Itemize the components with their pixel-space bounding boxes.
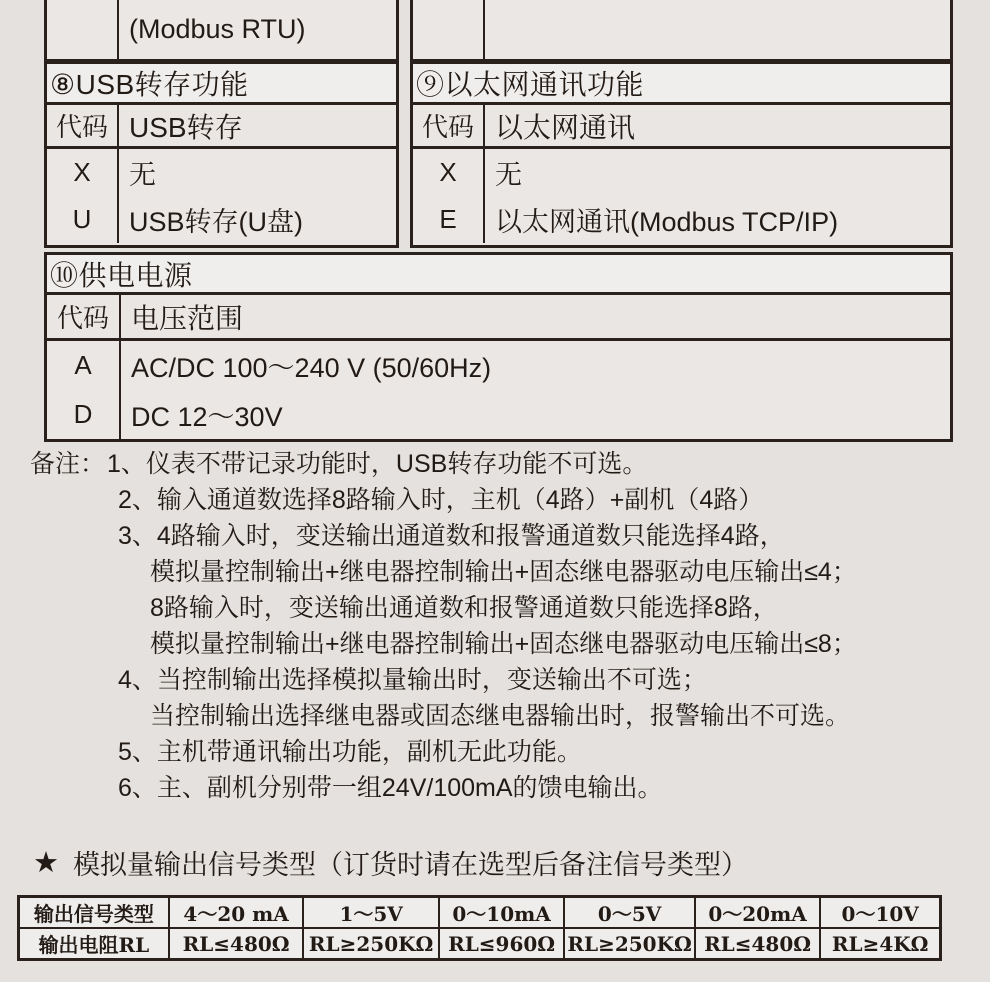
section-title: ⑩供电电源	[47, 255, 950, 292]
code-cell: X	[413, 149, 485, 196]
signal-type-row	[19, 897, 941, 929]
table-row-partial	[47, 0, 396, 64]
table-row	[47, 390, 950, 439]
code-cell: U	[47, 196, 119, 243]
resistance-cell: RL≤480Ω	[695, 928, 821, 960]
notes	[30, 446, 970, 806]
desc-header-cell: 以太网通讯	[495, 111, 636, 143]
code-header-cell: 代码	[47, 295, 121, 338]
usb-section-table	[44, 0, 399, 248]
table-row	[413, 196, 950, 243]
section-header-row	[47, 64, 396, 105]
desc-cell: USB转存(U盘)	[129, 207, 303, 237]
desc-cell: DC 12～30V	[131, 402, 283, 432]
resistance-cell: RL≥250KΩ	[303, 928, 438, 960]
desc-cell: 以太网通讯(Modbus TCP/IP)	[495, 207, 839, 237]
desc-cell: (Modbus RTU)	[129, 14, 306, 44]
code-cell: E	[413, 196, 485, 243]
column-header-row	[47, 295, 950, 341]
resistance-cell: RL≤480Ω	[169, 928, 304, 960]
output-signal-table	[17, 895, 942, 961]
code-cell: D	[47, 390, 121, 439]
note-line: 8路输入时，变送输出通道数和报警通道数只能选择8路，	[150, 594, 778, 622]
desc-cell: AC/DC 100～240 V (50/60Hz)	[131, 353, 492, 383]
note-line: 4、当控制输出选择模拟量输出时，变送输出不可选；	[118, 666, 707, 694]
desc-header-cell: USB转存	[129, 111, 243, 143]
section-header-row	[413, 64, 950, 105]
note-line: 2、输入通道数选择8路输入时，主机（4路）+副机（4路）	[118, 486, 764, 514]
signal-type-cell: 0～10mA	[439, 897, 565, 929]
resistance-row	[19, 928, 941, 960]
notes-label: 备注：	[30, 450, 106, 478]
analog-output-heading	[33, 843, 748, 882]
resistance-cell: RL≥250KΩ	[564, 928, 694, 960]
code-header-cell: 代码	[47, 105, 119, 146]
resistance-cell: RL≤960Ω	[439, 928, 565, 960]
note-line: 3、4路输入时，变送输出通道数和报警通道数只能选择4路，	[118, 522, 785, 550]
power-section-table	[44, 252, 953, 442]
signal-type-cell: 1～5V	[303, 897, 438, 929]
table-row	[47, 149, 396, 196]
ethernet-section-table	[410, 0, 953, 248]
section-title: ⑨以太网通讯功能	[413, 64, 950, 102]
note-text: 1、仪表不带记录功能时，USB转存功能不可选。	[107, 450, 648, 478]
code-cell: A	[47, 341, 121, 390]
code-cell: X	[47, 149, 119, 196]
star-icon: ★	[33, 847, 59, 879]
table-row	[413, 149, 950, 196]
signal-type-label: 输出信号类型	[19, 897, 169, 929]
signal-type-cell: 0～20mA	[695, 897, 821, 929]
resistance-cell: RL≥4KΩ	[820, 928, 940, 960]
resistance-label: 输出电阻RL	[19, 928, 169, 960]
section-title: ⑧USB转存功能	[47, 64, 396, 102]
desc-cell: 无	[129, 160, 156, 190]
note-line: 模拟量控制输出+继电器控制输出+固态继电器驱动电压输出≤8；	[150, 630, 857, 658]
code-cell	[47, 0, 119, 59]
note-line: 5、主机带通讯输出功能，副机无此功能。	[118, 738, 582, 766]
section-header-row	[47, 255, 950, 295]
desc-header-cell: 电压范围	[131, 302, 244, 334]
column-header-row	[47, 105, 396, 149]
analog-output-heading-text: 模拟量输出信号类型（订货时请在选型后备注信号类型）	[73, 850, 748, 880]
signal-type-cell: 0～5V	[564, 897, 694, 929]
note-line: 当控制输出选择继电器或固态继电器输出时，报警输出不可选。	[150, 702, 851, 730]
table-row	[47, 341, 950, 390]
column-header-row	[413, 105, 950, 149]
note-line: 模拟量控制输出+继电器控制输出+固态继电器驱动电压输出≤4；	[150, 558, 857, 586]
note-line	[30, 446, 970, 482]
table-row-partial	[413, 0, 950, 64]
code-cell	[413, 0, 485, 59]
desc-cell: 无	[495, 160, 522, 190]
table-row	[47, 196, 396, 243]
code-header-cell: 代码	[413, 105, 485, 146]
note-line: 6、主、副机分别带一组24V/100mA的馈电输出。	[118, 774, 663, 802]
signal-type-cell: 4～20 mA	[169, 897, 304, 929]
signal-type-cell: 0～10V	[820, 897, 940, 929]
desc-cell	[485, 0, 950, 59]
